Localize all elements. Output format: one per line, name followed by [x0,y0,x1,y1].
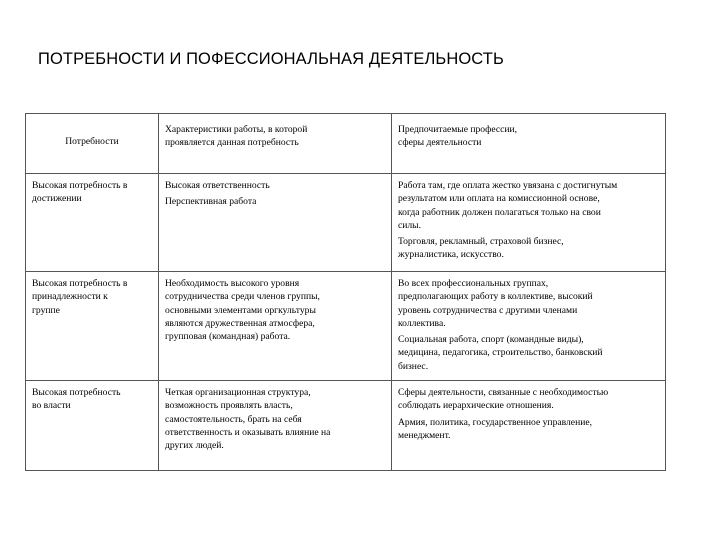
cell-paragraph [398,277,659,330]
cell-line: основными элементами оргкультуры [165,304,316,316]
cell-line: Во всех профессиональных группах, [398,278,549,289]
header-line: Предпочитаемые профессии, [398,124,518,135]
characteristics-cell [159,272,392,381]
header-line: Характеристики работы, в которой [165,124,308,135]
cell-line: Четкая организационная структура, [165,387,311,399]
cell-paragraph [165,179,385,192]
cell-line: соблюдать иерархические отношения. [398,400,554,412]
header-line: проявляется данная потребность [165,137,299,149]
cell-line: менеджмент. [398,429,451,441]
cell-paragraph [398,179,659,232]
table-header-row [26,114,666,174]
cell-line: принадлежности к [32,291,108,303]
cell-line: являются дружественная атмосфера, [165,317,315,329]
professions-cell [392,381,666,471]
header-work-characteristics [159,114,392,174]
need-cell [26,272,159,381]
cell-line: Высокая потребность [32,387,121,399]
cell-line: группе [32,304,60,316]
cell-line: Высокая потребность в [32,278,128,289]
slide-title: ПОТРЕБНОСТИ И ПОФЕССИОНАЛЬНАЯ ДЕЯТЕЛЬНОСТЬ [38,50,504,68]
cell-line: медицина, педагогика, строительство, банковский [398,347,603,359]
table-row [26,174,666,272]
cell-line: Сферы деятельности, связанные с необходимостью [398,387,609,399]
cell-line: других людей. [165,440,224,452]
header-line: сферы деятельности [398,137,482,149]
cell-line: журналистика, искусство. [398,249,504,261]
header-needs [26,114,159,174]
cell-paragraph [398,386,659,413]
professions-cell [392,174,666,272]
cell-line: достижении [32,193,82,205]
header-preferred-professions [392,114,666,174]
need-cell [26,381,159,471]
cell-line: коллектива. [398,317,446,329]
cell-line: бизнес. [398,360,429,372]
cell-line: Социальная работа, спорт (командные виды), [398,334,584,346]
cell-line: когда работник должен полагаться только на свои [398,206,601,218]
header-line: Потребности [65,135,119,147]
cell-line: силы. [398,219,422,231]
cell-line: возможность проявлять власть, [165,400,293,412]
cell-line: ответственность и оказывать влияние на [165,426,331,438]
cell-line: Армия, политика, государственное управление, [398,416,592,428]
cell-line: Работа там, где оплата жестко увязана с достигнутым [398,180,618,191]
cell-paragraph [398,333,659,373]
table-row [26,272,666,381]
cell-line: Необходимость высокого уровня [165,278,300,289]
cell-line: Торговля, рекламный, страховой бизнес, [398,236,564,248]
characteristics-cell [159,381,392,471]
needs-professions-table [25,113,666,471]
cell-line: предполагающих работу в коллективе, высокий [398,291,593,303]
cell-line: сотрудничества среди членов группы, [165,291,320,303]
cell-line: во власти [32,400,71,412]
cell-line: самостоятельность, брать на себя [165,413,302,425]
characteristics-cell [159,174,392,272]
cell-line: результатом или оплата на комиссионной основе, [398,193,600,205]
cell-line: уровень сотрудничества с другими членами [398,304,578,316]
cell-paragraph [165,277,385,343]
cell-paragraph [398,235,659,262]
cell-line: Перспективная работа [165,196,257,208]
table-row [26,381,666,471]
cell-paragraph [398,416,659,443]
cell-line: групповая (командная) работа. [165,331,291,343]
professions-cell [392,272,666,381]
cell-line: Высокая ответственность [165,180,270,191]
need-cell [26,174,159,272]
cell-paragraph [165,386,385,452]
cell-line: Высокая потребность в [32,180,128,191]
cell-paragraph [165,195,385,208]
